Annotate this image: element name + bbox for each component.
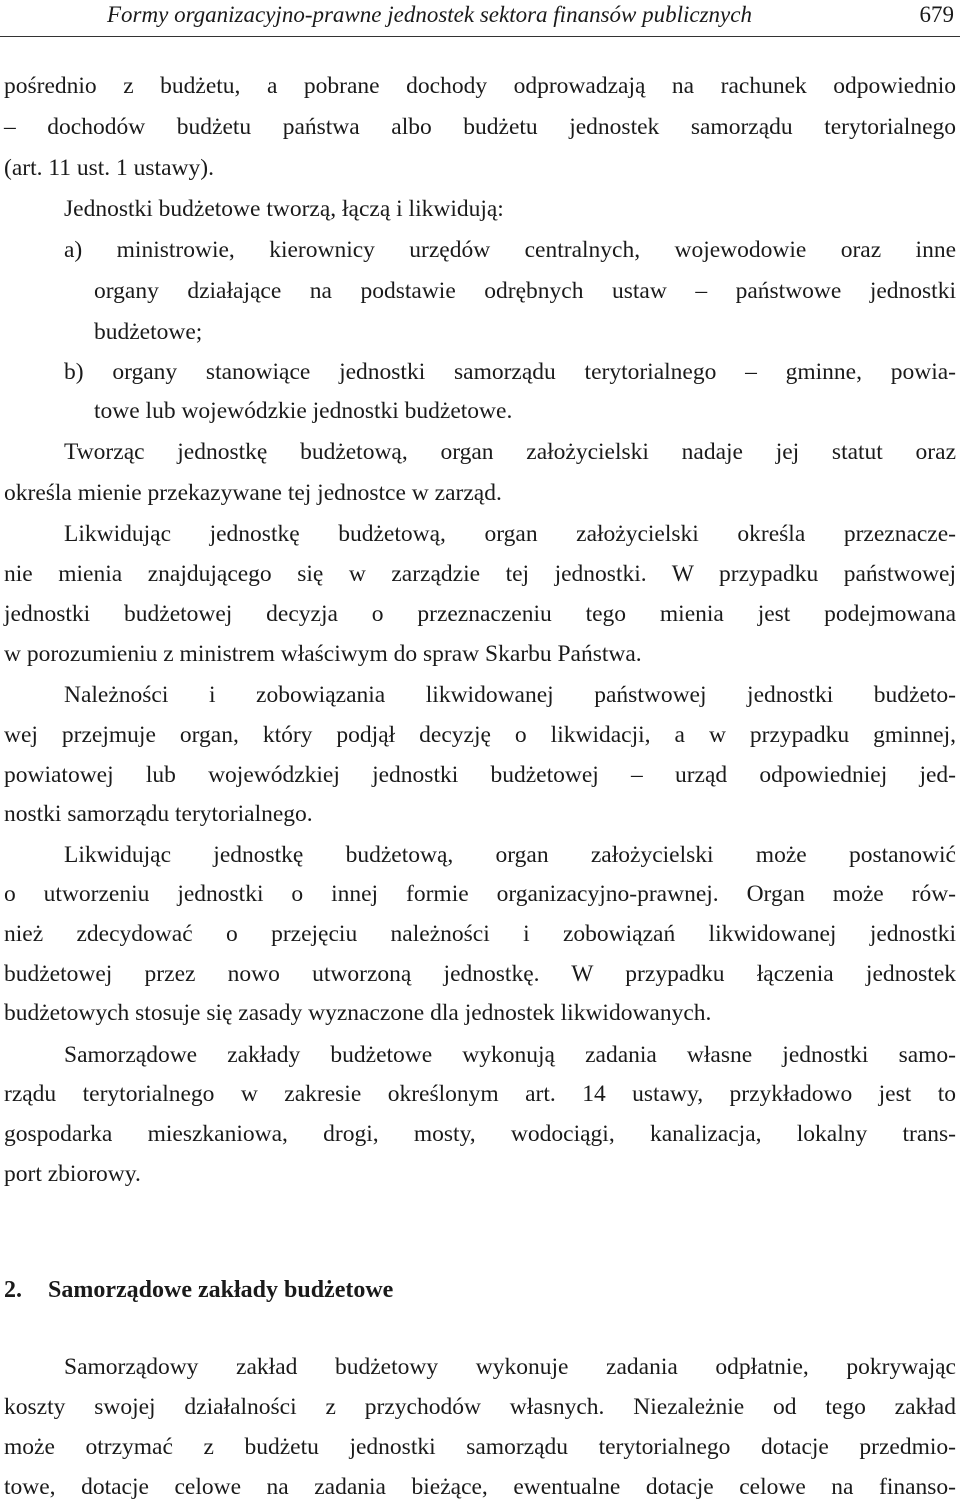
text-line: w porozumieniu z ministrem właściwym do spraw Skarbu Państwa. bbox=[4, 641, 642, 667]
page-number: 679 bbox=[919, 2, 954, 27]
text-line: port zbiorowy. bbox=[4, 1161, 141, 1187]
text-line: towe lub wojewódzkie jednostki budżetowe. bbox=[94, 398, 513, 424]
text-line: organy działające na podstawie odrębnych ustaw – państwowe jednostki bbox=[94, 278, 956, 304]
text-line: nież zdecydować o przejęciu należności i zobowiązań likwidowanej jednostki bbox=[4, 921, 956, 947]
text-line: nie mienia znajdującego się w zarządzie tej jednostki. W przypadku państwowej bbox=[4, 561, 956, 587]
page-header bbox=[0, 0, 960, 37]
text-line: Likwidując jednostkę budżetową, organ założycielski określa przeznacze- bbox=[64, 521, 956, 547]
text-line: towe, dotacje celowe na zadania bieżące, ewentualne dotacje celowe na finanso- bbox=[4, 1474, 956, 1500]
section-title: Samorządowe zakłady budżetowe bbox=[48, 1277, 394, 1303]
text-line: nostki samorządu terytorialnego. bbox=[4, 801, 313, 827]
text-line: Likwidując jednostkę budżetową, organ założycielski może postanowić bbox=[64, 842, 956, 868]
text-line: budżetowe; bbox=[94, 319, 203, 345]
text-line: Tworząc jednostkę budżetową, organ założycielski nadaje jej statut oraz bbox=[64, 439, 956, 465]
list-item-b: b) organy stanowiące jednostki samorządu terytorialnego – gminne, powia- bbox=[64, 359, 956, 385]
text-line: Samorządowe zakłady budżetowe wykonują zadania własne jednostki samo- bbox=[64, 1042, 956, 1068]
text-line: powiatowej lub wojewódzkiej jednostki budżetowej – urząd odpowiedniej jed- bbox=[4, 762, 956, 788]
section-heading bbox=[4, 1275, 393, 1305]
text-line: budżetowej przez nowo utworzoną jednostkę. W przypadku łączenia jednostek bbox=[4, 961, 956, 987]
text-line: gospodarka mieszkaniowa, drogi, mosty, wodociągi, kanalizacja, lokalny trans- bbox=[4, 1121, 956, 1147]
text-line: określa mienie przekazywane tej jednostce w zarząd. bbox=[4, 480, 502, 506]
text-line: rządu terytorialnego w zakresie określonym art. 14 ustawy, przykładowo jest to bbox=[4, 1081, 956, 1107]
text-line: budżetowych stosuje się zasady wyznaczone dla jednostek likwidowanych. bbox=[4, 1000, 712, 1026]
text-line: może otrzymać z budżetu jednostki samorządu terytorialnego dotacje przedmio- bbox=[4, 1434, 956, 1460]
section-number: 2. bbox=[4, 1277, 22, 1303]
text-line: (art. 11 ust. 1 ustawy). bbox=[4, 155, 214, 181]
text-line: jednostki budżetowej decyzja o przeznaczeniu tego mienia jest podejmowana bbox=[4, 601, 956, 627]
text-line: Jednostki budżetowe tworzą, łączą i likwidują: bbox=[64, 196, 504, 222]
text-line: koszty swojej działalności z przychodów własnych. Niezależnie od tego zakład bbox=[4, 1394, 956, 1420]
text-line: o utworzeniu jednostki o innej formie organizacyjno-prawnej. Organ może rów- bbox=[4, 881, 956, 907]
list-item-a: a) ministrowie, kierownicy urzędów centralnych, wojewodowie oraz inne bbox=[64, 237, 956, 263]
text-line: wej przejmuje organ, który podjął decyzję o likwidacji, a w przypadku gminnej, bbox=[4, 722, 956, 748]
text-line: Należności i zobowiązania likwidowanej państwowej jednostki budżeto- bbox=[64, 682, 956, 708]
running-head: Formy organizacyjno-prawne jednostek sektora finansów publicznych bbox=[107, 2, 752, 27]
text-line: – dochodów budżetu państwa albo budżetu jednostek samorządu terytorialnego bbox=[4, 114, 956, 140]
text-line: pośrednio z budżetu, a pobrane dochody odprowadzają na rachunek odpowiednio bbox=[4, 73, 956, 99]
text-line: Samorządowy zakład budżetowy wykonuje zadania odpłatnie, pokrywając bbox=[64, 1354, 956, 1380]
